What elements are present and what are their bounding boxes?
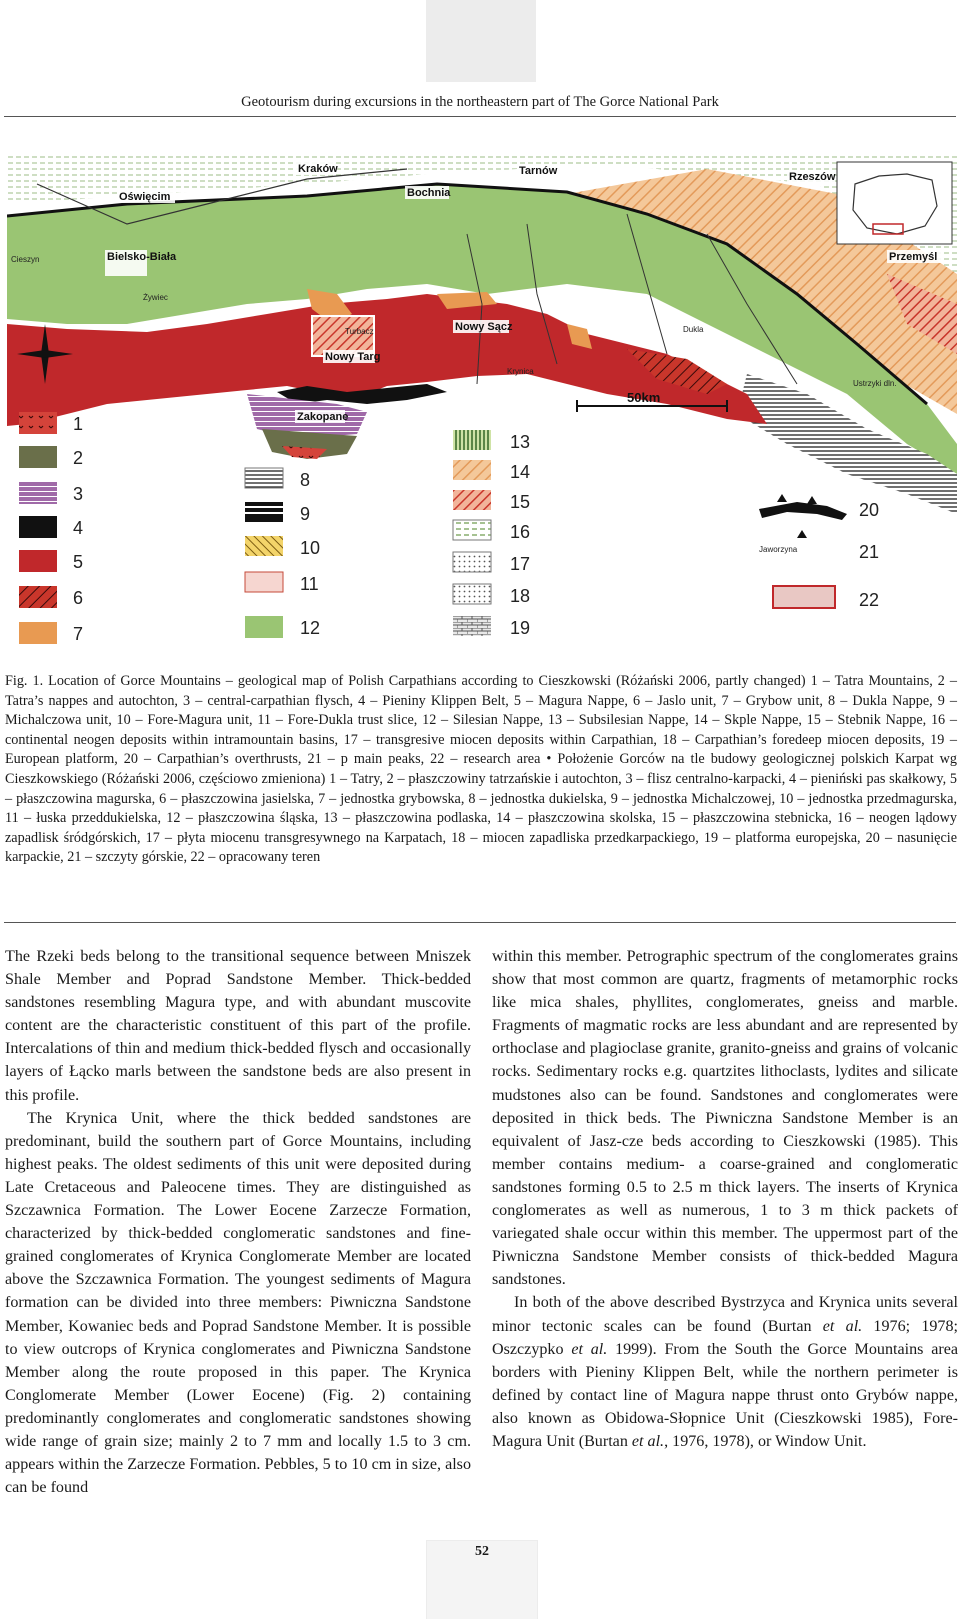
legend-swatch-3: [19, 482, 57, 504]
left-column: [5, 945, 471, 1499]
legend-swatch-14: [453, 460, 491, 480]
legend-num-10: 10: [300, 538, 321, 558]
legend-swatch-5: [19, 550, 57, 572]
city-nowy-targ: Nowy Targ: [325, 351, 381, 363]
legend-num-12: 12: [300, 618, 321, 638]
page-number: 52: [475, 1544, 489, 1559]
caption-text: Location of Gorce Mountains – geological map of Polish Carpathians according to Cieszkowski (Różański 2006, partly changed) 1 – Tatra Mountains, 2 – Tatra’s nappes and autochton, 3 – central-carpathian flysch, 4 – Pieniny Klippen Belt, 5 – Magura Nappe, 6 – Jaslo unit, 7 – Grybow unit, 8 – Dukla Nappe, 9 – Michalczowa unit, 10 – Fore-Magura unit, 11 – Fore-Dukla trust slice, 12 – Silesian Nappe, 13 – Subsilesian Nappe, 14 – Skple Nappe, 15 – Stebnik Nappe, 16 – continental neogen deposits within intramountain basins, 17 – transgresive miocen deposits within Carpathian, 18 – Carpathian’s foredeep miocen deposits, 19 – European platform, 20 – Carpathian’s overthrusts, 21 – p main peaks, 22 – research area • Położenie Gorców na tle budowy geologicznej polskich Karpat wg Cieszkowskiego (Różański 2006, częściowo zmieniona) 1 – Tatry, 2 – płaszczowiny tatrzańskie i autochton, 3 – flisz centralno-karpacki, 4 – pieniński pas skałkowy, 5 – płaszczowina magurska, 6 – płaszczowina jasielska, 7 – jednostka grybowska, 8 – jednostka dukielska, 9 – jednostka Michalczowej, 10 – jednostka przedmagurska, 11 – łuska przeddukielska, 12 – płaszczowina śląska, 13 – płaszczowina podlaska, 14 – płaszczowina skolska, 15 – płaszczowina stebnicka, 16 – neogen lądowy zapadlisk śródgórskich, 17 – płyta miocenu transgresywnego na Karpatach, 18 – miocen zapadliska przedkarpackiego, 19 – platforma europejska, 20 – nasunięcie karpackie, 21 – szczyty górskie, 22 – opracowany teren: [5, 673, 958, 866]
legend-swatch-2: [19, 446, 57, 468]
city-cieszyn: Cieszyn: [11, 255, 40, 264]
running-head: Geotourism during excursions in the northeastern part of The Gorce National Park: [241, 94, 719, 110]
legend-num-9: 9: [300, 504, 311, 524]
legend-swatch-1: [19, 412, 57, 434]
figure-caption: [5, 672, 957, 868]
geological-map-figure: [7, 154, 957, 662]
city-bochnia: Bochnia: [407, 187, 451, 199]
city-krynica: Krynica: [507, 367, 534, 376]
city-nowy-sacz: Nowy Sącz: [455, 321, 513, 333]
left-paragraph-1: The Rzeki beds belong to the transitional sequence between Mniszek Shale Member and Poprad Sandstone Member. Thick-bedded sandstones resembling Magura type, and with abundant muscovite content are the characteristic constituent of this part of the profile. Intercalations of thin and medium thick-bedded flysch and occasionally layers of Łącko marls between the sandstone beds are also present in this profile.: [5, 948, 471, 1104]
legend-num-6: 6: [73, 588, 84, 608]
legend-swatch-15: [453, 490, 491, 510]
legend-num-2: 2: [73, 448, 84, 468]
legend-num-7: 7: [73, 624, 84, 644]
caption-label: Fig. 1.: [5, 673, 44, 689]
legend-jaworzyna: Jaworzyna: [759, 545, 798, 554]
legend-num-16: 16: [510, 522, 531, 542]
legend-num-8: 8: [300, 470, 311, 490]
legend-swatch-16: [453, 520, 491, 540]
legend-num-17: 17: [510, 554, 531, 574]
legend-swatch-11: [245, 572, 283, 592]
legend-swatch-17: [453, 552, 491, 572]
right-paragraph-1: within this member. Petrographic spectrum of the conglomerates grains show that most common are quartz, fragments of metamorphic rocks like mica shales, phyllites, conglomerates, gneiss and marble. Fragments of magmatic rocks are less abundant and are represented by orthoclase and plagioclase granite, granito-gneiss and grains of volcanic rocks. Sedimentary rocks e.g. quartzites lithoclasts, lydites and silicate mudstones also can be found. Sandstones and conglomerates were deposited in thick beds. The Piwniczna Sandstone Member is an equivalent of Jasz-cze beds according to Cieszkowski (1985). This member contains medium- a coarse-grained and conglomeratic sandstones forming 0.5 to 2.5 m thick layers. The inserts of Krynica conglomerates as well as numerous, 1 to 3 m thick packets of variegated shale occur within this member. The uppermost part of the Piwniczna Sandstone Member consists of thick-bedded Magura sandstones.: [492, 948, 958, 1289]
header-rule: [4, 116, 956, 117]
right-paragraph-2: In both of the above described Bystrzyca and Krynica units several minor tectonic scales can be found (Burtan et al. 1976; 1978; Oszczypko et al. 1999). From the South the Gorce Mountains area borders with Pieniny Klippen Belt, while the northern perimeter is defined by contact line of Magura nappe thrust onto Grybów nappe, also known as Obidowa-Słopnice Unit (Cieszkowski 1985), Fore-Magura Unit (Burtan et al., 1976, 1978), or Window Unit.: [492, 1294, 958, 1450]
legend-num-14: 14: [510, 462, 531, 482]
legend-num-21: 21: [859, 542, 880, 562]
legend-swatch-6: [19, 586, 57, 608]
city-oswiecim: Oświęcim: [119, 191, 171, 203]
city-dukla: Dukla: [683, 325, 704, 334]
scale-label: 50km: [627, 390, 661, 405]
city-rzeszow: Rzeszów: [789, 171, 836, 183]
peak-turbacz: Turbacz: [345, 327, 374, 336]
legend-swatch-13: [453, 430, 491, 450]
city-przemysl: Przemyśl: [889, 251, 938, 263]
legend-num-4: 4: [73, 518, 84, 538]
legend-swatch-4: [19, 516, 57, 538]
legend-swatch-12: [245, 616, 283, 638]
city-zywiec: Żywiec: [143, 293, 168, 302]
legend-num-5: 5: [73, 552, 84, 572]
city-ustrzyki: Ustrzyki dln.: [853, 379, 897, 388]
top-page-tab: [426, 0, 536, 82]
legend-num-18: 18: [510, 586, 531, 606]
legend-num-22: 22: [859, 590, 880, 610]
legend-num-3: 3: [73, 484, 84, 504]
city-zakopane: Zakopane: [297, 411, 349, 423]
legend-num-1: 1: [73, 414, 84, 434]
legend-swatch-10: [245, 536, 283, 556]
legend-swatch-18: [453, 584, 491, 604]
legend-num-15: 15: [510, 492, 531, 512]
caption-rule: [4, 922, 956, 923]
legend-num-11: 11: [300, 574, 319, 594]
city-bielsko: Bielsko-Biała: [107, 251, 177, 263]
legend-swatch-22: [773, 586, 835, 608]
legend-swatch-19: [453, 616, 491, 636]
legend-num-19: 19: [510, 618, 531, 638]
legend-num-13: 13: [510, 432, 531, 452]
legend-num-20: 20: [859, 500, 880, 520]
city-krakow: Kraków: [298, 163, 338, 175]
city-tarnow: Tarnów: [519, 165, 558, 177]
right-column: [492, 945, 958, 1453]
legend-swatch-7: [19, 622, 57, 644]
left-paragraph-2: The Krynica Unit, where the thick bedded sandstones are predominant, build the southern part of Gorce Mountains, including highest peaks. The oldest sediments of this unit were deposited during Late Cretaceous and Paleocene times. They are distinguished as Szczawnica Formation. The Lower Eocene Zarzecze Formation, characterized by thick-bedded conglomeratic sandstones and fine-grained conglomerates of Krynica Conglomerate Member are located above the Szczawnica Formation. The youngest sediments of Magura formation can be divided into three members: Piwniczna Sandstone Member, Kowaniec beds and Poprad Sandstone Member. It is possible to view outcrops of Krynica conglomerates and Piwniczna Sandstone Member along the route proposed in this paper. The Krynica Conglomerate Member (Lower Eocene) (Fig. 2) containing predominantly conglomerates and conglomeratic sandstones showing wide range of grain size; mainly 2 to 7 mm and locally 1.5 to 3 cm. appears within the Zarzecze Formation. Pebbles, 5 to 10 cm in size, also can be found: [5, 1109, 471, 1497]
legend-swatch-8: [245, 468, 283, 488]
